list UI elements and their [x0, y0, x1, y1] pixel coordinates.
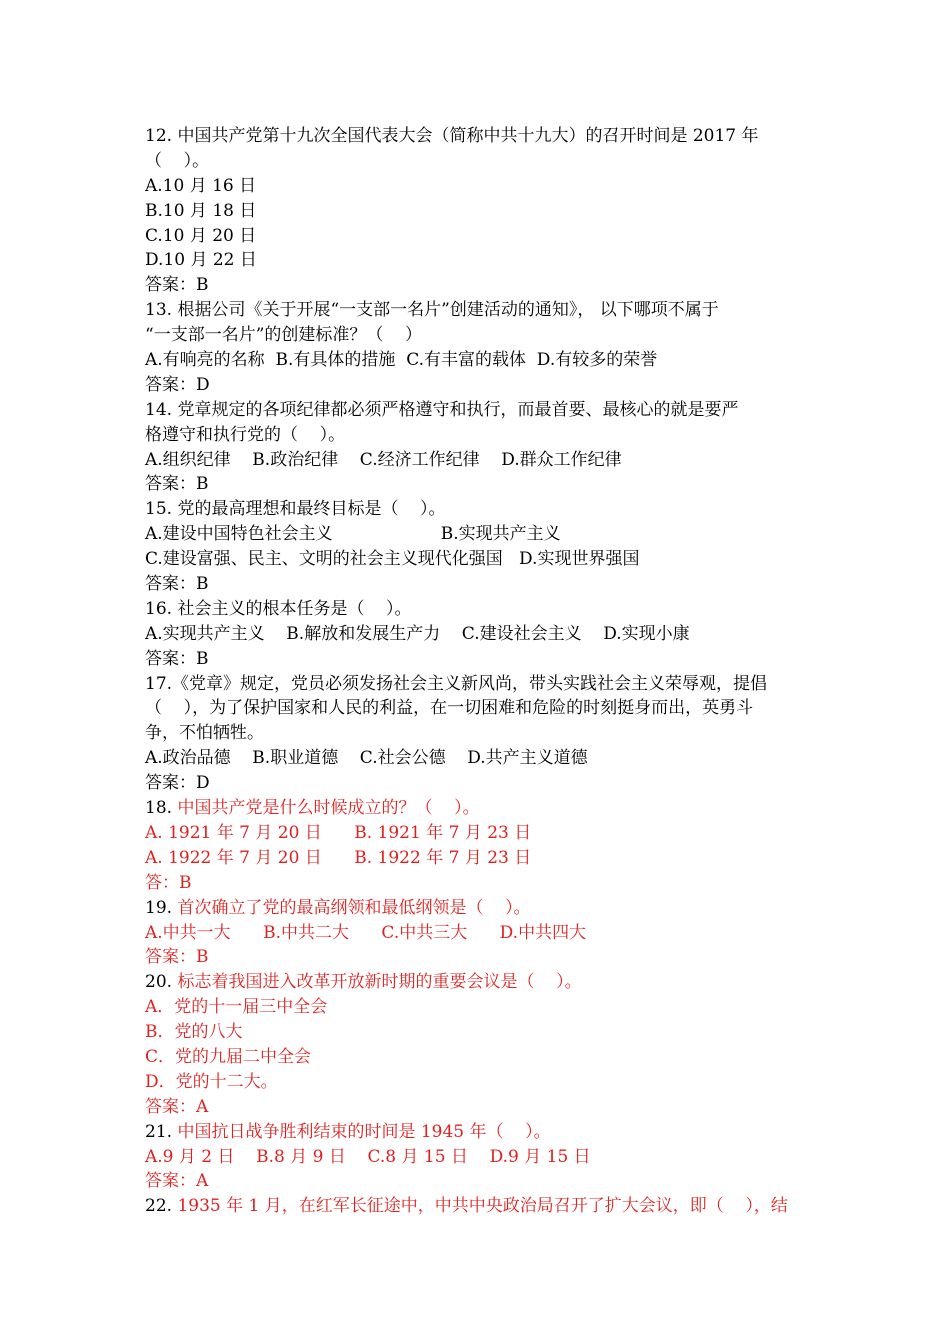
text-line — [145, 921, 810, 946]
text-line — [145, 298, 810, 323]
body-text: 18. — [145, 798, 178, 819]
text-line — [145, 174, 810, 199]
text-line — [145, 1120, 810, 1145]
text-line — [145, 1169, 810, 1194]
text-line — [145, 149, 810, 174]
body-text: 15. 党的最高理想和最终目标是（ ）。 — [145, 499, 446, 520]
body-text: （ ），为了保护国家和人民的利益，在一切困难和危险的时刻挺身而出，英勇斗 — [145, 698, 754, 719]
body-text: 16. 社会主义的根本任务是（ ）。 — [145, 598, 412, 619]
body-text: 答案：B — [145, 474, 209, 495]
body-text: 17.《党章》规定，党员必须发扬社会主义新风尚，带头实践社会主义荣辱观，提倡 — [145, 673, 768, 694]
body-text: C.建设富强、民主、文明的社会主义现代化强国 D.实现世界强国 — [145, 549, 640, 570]
highlighted-text: A.中共一大 B.中共二大 C.中共三大 D.中共四大 — [145, 922, 587, 943]
text-line — [145, 970, 810, 995]
highlighted-text: 答案：A — [145, 1096, 209, 1117]
text-line — [145, 373, 810, 398]
highlighted-text: 答案：A — [145, 1171, 209, 1192]
text-line — [145, 1020, 810, 1045]
text-line — [145, 1145, 810, 1170]
text-line — [145, 771, 810, 796]
text-line — [145, 348, 810, 373]
question-list — [145, 124, 810, 1219]
text-line — [145, 871, 810, 896]
body-text: 答案：B — [145, 275, 209, 296]
body-text: 答案：D — [145, 773, 210, 794]
highlighted-text: A.9 月 2 日 B.8 月 9 日 C.8 月 15 日 D.9 月 15 日 — [145, 1146, 591, 1167]
text-line — [145, 696, 810, 721]
body-text: 答案：B — [145, 574, 209, 595]
body-text: C.10 月 20 日 — [145, 225, 257, 246]
text-line — [145, 796, 810, 821]
body-text: A.组织纪律 B.政治纪律 C.经济工作纪律 D.群众工作纪律 — [145, 449, 622, 470]
body-text: A.实现共产主义 B.解放和发展生产力 C.建设社会主义 D.实现小康 — [145, 623, 690, 644]
text-line — [145, 472, 810, 497]
text-line — [145, 672, 810, 697]
body-text: 22. — [145, 1196, 178, 1217]
text-line — [145, 224, 810, 249]
text-line — [145, 124, 810, 149]
text-line — [145, 448, 810, 473]
text-line — [145, 746, 810, 771]
body-text: （ ）。 — [145, 150, 210, 171]
body-text: 20. — [145, 972, 178, 993]
highlighted-text: A．党的十一届三中全会 — [145, 997, 328, 1018]
text-line — [145, 323, 810, 348]
highlighted-text: B．党的八大 — [145, 1022, 243, 1043]
text-line — [145, 597, 810, 622]
highlighted-text: 答：B — [145, 872, 192, 893]
body-text: A.政治品德 B.职业道德 C.社会公德 D.共产主义道德 — [145, 748, 588, 769]
body-text: 12. 中国共产党第十九次全国代表大会（简称中共十九大）的召开时间是 2017 年 — [145, 126, 759, 146]
text-line — [145, 572, 810, 597]
body-text: “一支部一名片”的创建标准？（ ） — [145, 325, 422, 346]
highlighted-text: 首次确立了党的最高纲领和最低纲领是（ ）。 — [177, 897, 531, 918]
body-text: D.10 月 22 日 — [145, 250, 257, 271]
text-line — [145, 497, 810, 522]
highlighted-text: A. 1922 年 7 月 20 日 B. 1922 年 7 月 23 日 — [145, 847, 532, 868]
text-line — [145, 423, 810, 448]
text-line — [145, 547, 810, 572]
text-line — [145, 248, 810, 273]
text-line — [145, 821, 810, 846]
highlighted-text: A. 1921 年 7 月 20 日 B. 1921 年 7 月 23 日 — [145, 822, 532, 843]
highlighted-text: C．党的九届二中全会 — [145, 1046, 312, 1067]
body-text: B.10 月 18 日 — [145, 200, 257, 221]
highlighted-text: D．党的十二大。 — [145, 1071, 278, 1092]
text-line — [145, 1045, 810, 1070]
text-line — [145, 522, 810, 547]
body-text: 19. — [145, 897, 178, 918]
body-text: A.有响亮的名称 B.有具体的措施 C.有丰富的载体 D.有较多的荣誉 — [145, 350, 658, 371]
body-text: A.建设中国特色社会主义 B.实现共产主义 — [145, 524, 561, 545]
body-text: 13. 根据公司《关于开展“一支部一名片”创建活动的通知》， 以下哪项不属于 — [145, 300, 719, 321]
highlighted-text: 答案：B — [145, 947, 209, 968]
body-text: 答案：D — [145, 374, 210, 395]
highlighted-text: 1935 年 1 月，在红军长征途中，中共中央政治局召开了扩大会议，即（ ），结 — [177, 1196, 788, 1217]
text-line — [145, 622, 810, 647]
body-text: 21. — [145, 1121, 178, 1142]
highlighted-text: 中国抗日战争胜利结束的时间是 1945 年（ ）。 — [177, 1121, 551, 1142]
body-text: 争，不怕牺牲。 — [145, 723, 264, 744]
text-line — [145, 1070, 810, 1095]
text-line — [145, 1095, 810, 1120]
body-text: 答案：B — [145, 648, 209, 669]
text-line — [145, 846, 810, 871]
highlighted-text: 标志着我国进入改革开放新时期的重要会议是（ ）。 — [177, 972, 582, 993]
text-line — [145, 896, 810, 921]
body-text: 格遵守和执行党的（ ）。 — [145, 424, 346, 445]
text-line — [145, 647, 810, 672]
body-text: 14. 党章规定的各项纪律都必须严格遵守和执行，而最首要、最核心的就是要严 — [145, 399, 739, 420]
highlighted-text: 中国共产党是什么时候成立的？（ ）。 — [177, 798, 480, 819]
text-line — [145, 995, 810, 1020]
text-line — [145, 273, 810, 298]
text-line — [145, 1194, 810, 1219]
text-line — [145, 721, 810, 746]
body-text: A.10 月 16 日 — [145, 175, 257, 196]
text-line — [145, 398, 810, 423]
text-line — [145, 945, 810, 970]
text-line — [145, 199, 810, 224]
